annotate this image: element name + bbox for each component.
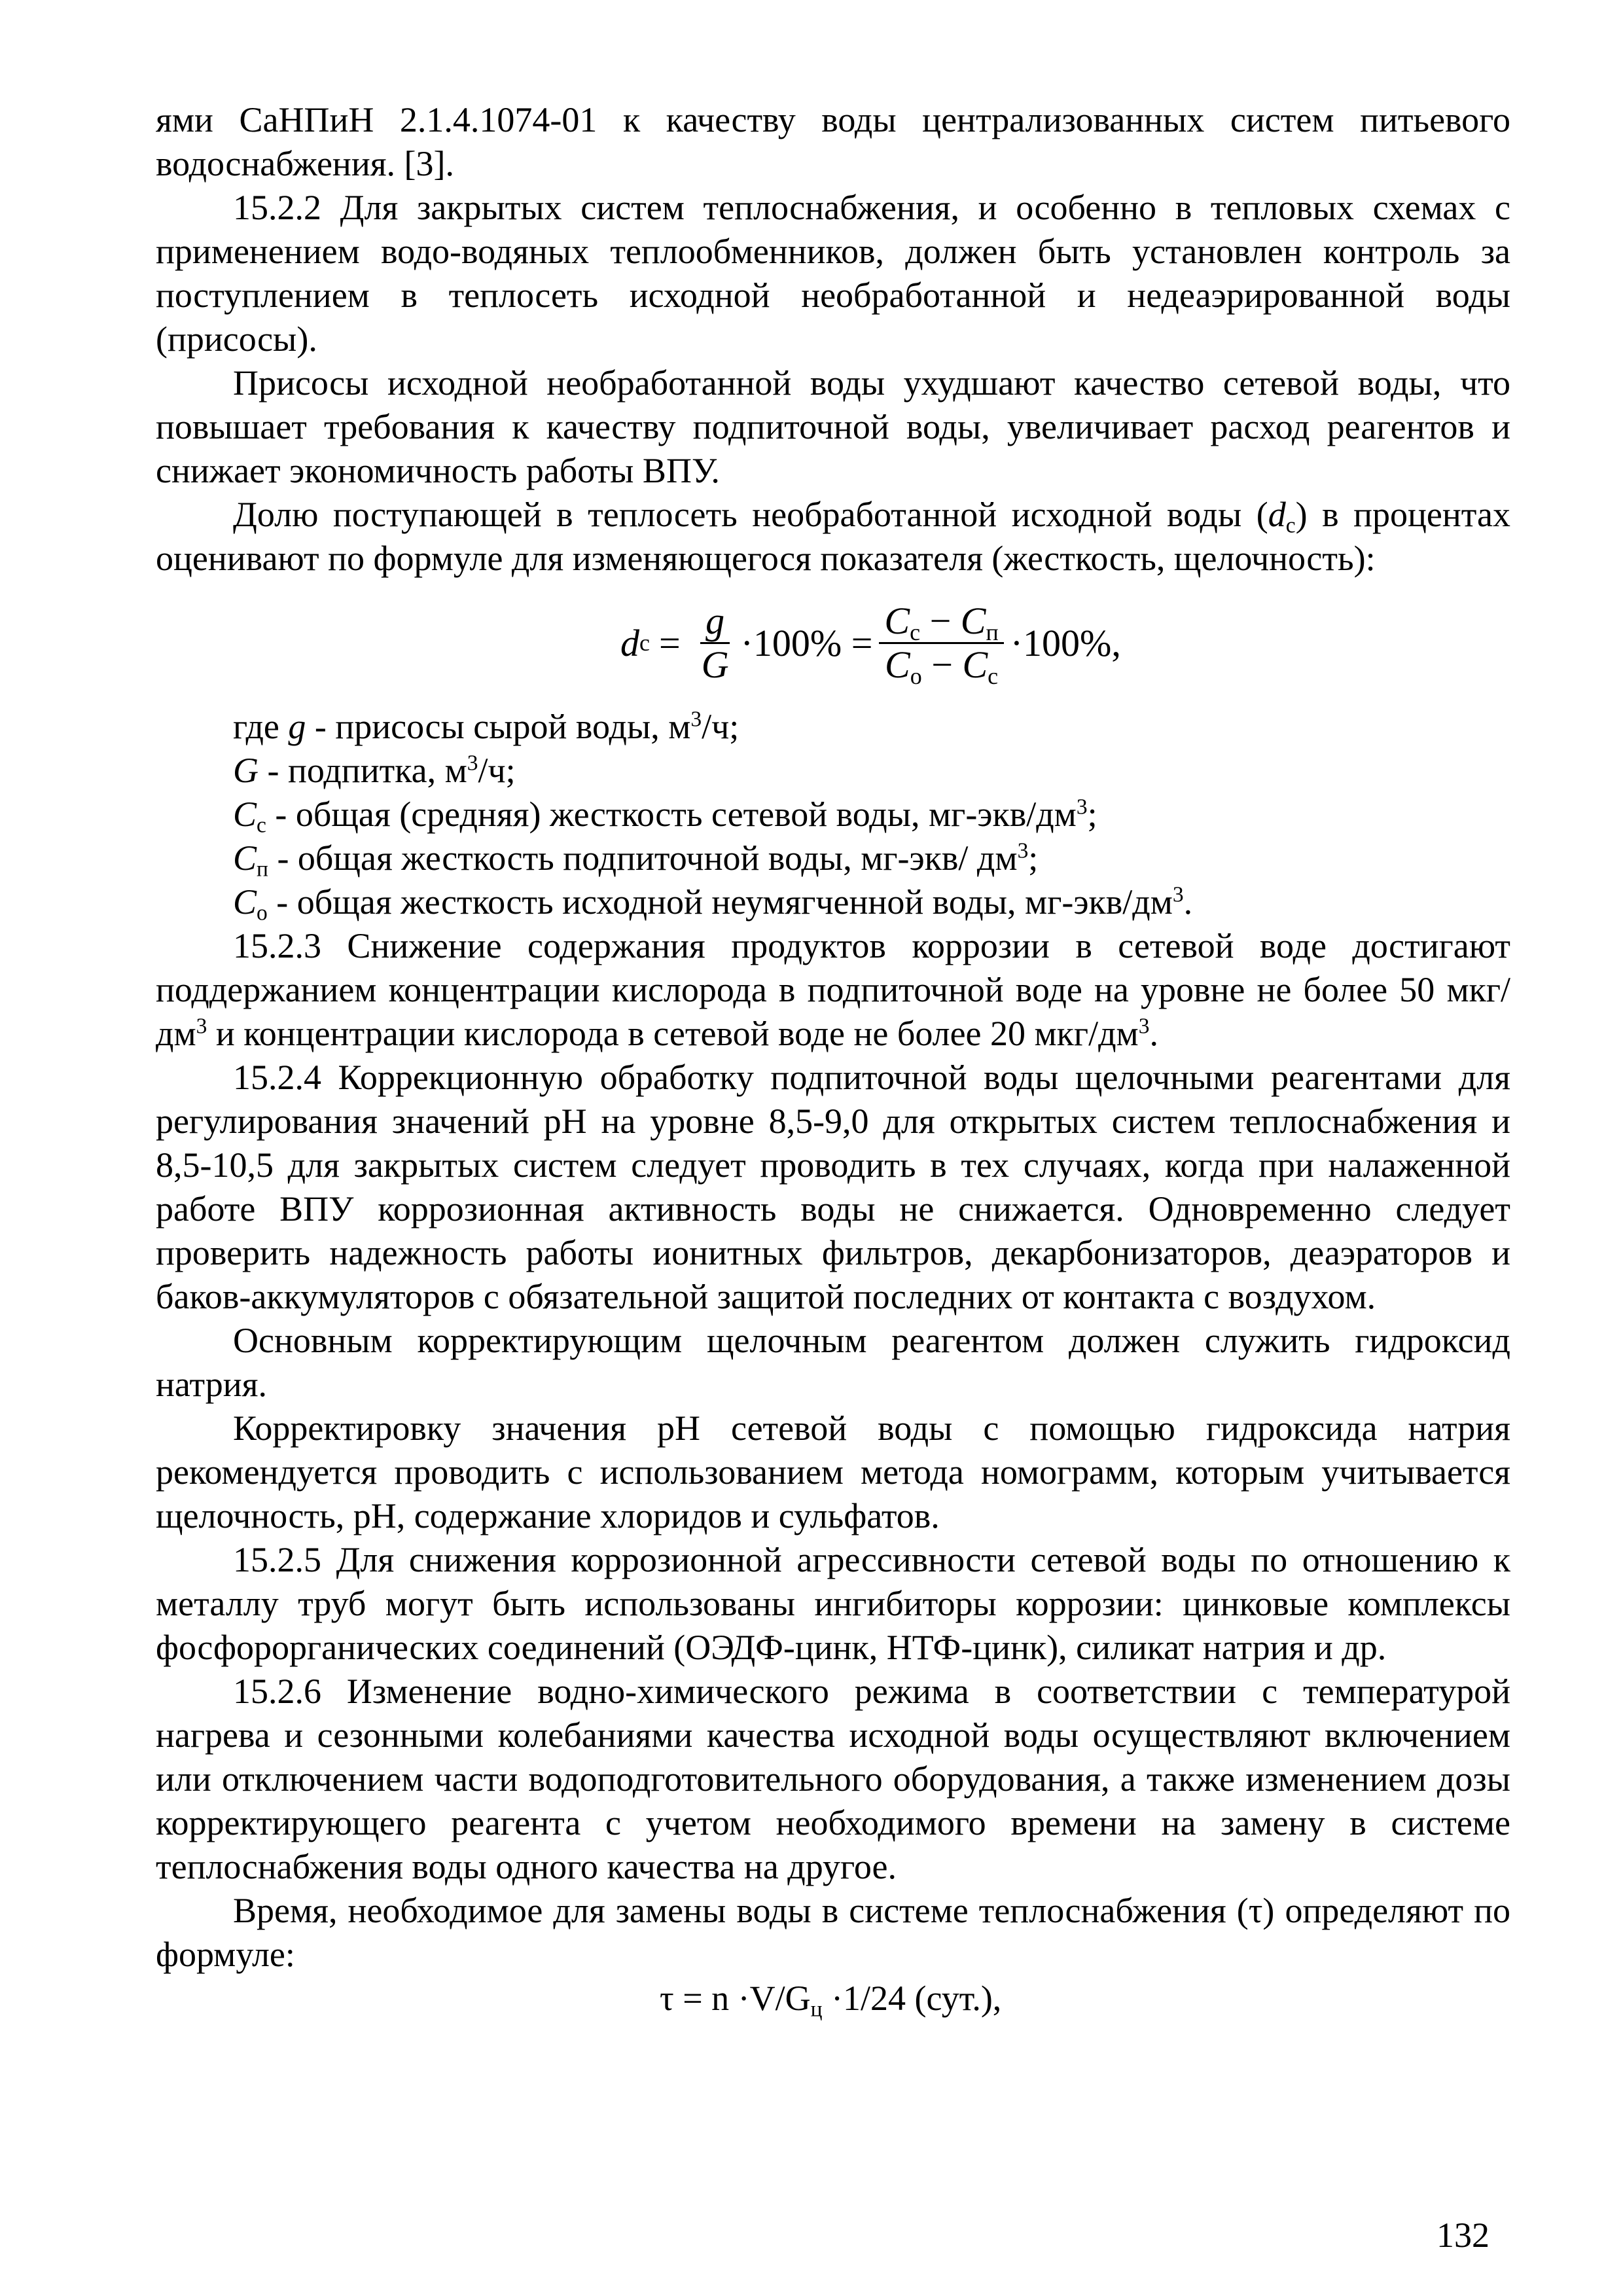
var: g: [288, 707, 306, 746]
sup: 3: [690, 707, 702, 732]
sub: ц: [810, 1997, 823, 2022]
sup: 3: [196, 1014, 207, 1039]
text-segment: - общая жесткость подпиточной воды, мг-экв/ дм: [268, 838, 1018, 878]
formula-share-raw-water: d c = $\frac{g}{G}$ ·100% = $\frac{C_c - C_п}{C_о - C_c}$ ·100%,: [620, 599, 1121, 689]
text-segment: /ч;: [478, 751, 516, 790]
paragraph-prisosy: Присосы исходной необработанной воды ухудшают качество сетевой воды, что повышает требования к качеству подпиточной воды, увеличивает расход реагентов и снижает экономичность работы ВПУ.: [156, 363, 1510, 490]
legend-item-Cc: [156, 793, 1510, 836]
paragraph-main-reagent: Основным корректирующим щелочным реагентом должен служить гидроксид натрия.: [156, 1321, 1510, 1404]
paragraph-1: ями СаНПиН 2.1.4.1074-01 к качеству воды централизованных систем питьевого водоснабжения. [3].: [156, 100, 1510, 183]
paragraph-ph-correction: Корректировку значения рН сетевой воды с помощью гидроксида натрия рекомендуется проводить с использованием метода номограмм, которым учитывается щелочность, рН, содержание хлоридов и сульфатов.: [156, 1408, 1510, 1535]
text-segment: .: [1149, 1014, 1158, 1053]
formula-text: ·1/24 (сут.),: [822, 1979, 1002, 2018]
sub: c: [988, 662, 999, 689]
operator: −: [921, 643, 963, 686]
fraction-hardness: [879, 599, 1003, 689]
operator: −: [920, 599, 961, 642]
var: C: [233, 882, 257, 922]
fraction-numerator: [879, 600, 1003, 644]
text-segment: - присосы сырой воды, м: [306, 707, 691, 746]
sup: 3: [1138, 1014, 1150, 1039]
legend-item-g: [156, 705, 1510, 749]
var-C: C: [885, 643, 910, 686]
text-segment: - общая (средняя) жесткость сетевой воды, мг-экв/дм: [266, 795, 1077, 834]
fraction-numerator: g: [700, 600, 730, 644]
text-segment: Долю поступающей в теплосеть необработанной исходной воды (: [233, 495, 1268, 534]
sub: о: [910, 662, 922, 689]
formula-multiplier: ·100%,: [1010, 621, 1121, 664]
sup: 3: [1017, 838, 1029, 863]
sup: 3: [1172, 882, 1184, 907]
var: C: [233, 838, 257, 878]
fraction-denominator: G: [701, 643, 729, 686]
var: C: [233, 795, 257, 834]
text-segment: 15.2.3 Снижение содержания продуктов коррозии в сетевой воде достигают поддержанием концентрации кислорода в подпиточной воде на уровне не более 50 мкг/дм: [156, 926, 1510, 1053]
legend-item-Cp: [156, 836, 1510, 880]
var: G: [233, 751, 259, 790]
legend-item-G: [156, 749, 1510, 793]
var-C: C: [884, 599, 910, 642]
text-segment: - подпитка, м: [259, 751, 467, 790]
text-segment: - общая жесткость исходной неумягченной воды, мг-экв/дм: [267, 882, 1173, 922]
sup: 3: [1076, 795, 1088, 819]
paragraph-dolya: [156, 493, 1510, 581]
formula-equals: =: [658, 621, 681, 664]
paragraph-15-2-6: 15.2.6 Изменение водно-химического режима в соответствии с температурой нагрева и сезонными колебаниями качества исходной воды осуществляют включением или отключением части водоподготовительного оборудования, а также изменением дозы корректирующего реагента с учетом необходимого времени на замену в системе теплоснабжения воды одного качества на другое.: [156, 1672, 1510, 1886]
fraction-denominator: [880, 643, 1003, 689]
fraction-g-over-G: [696, 600, 734, 686]
paragraph-15-2-2: 15.2.2 Для закрытых систем теплоснабжения, и особенно в тепловых схемах с применением водо-водяных теплообменников, должен быть установлен контроль за поступлением в теплосеть исходной необработанной и недеаэрированной воды (присосы).: [156, 188, 1510, 359]
paragraph-time: Время, необходимое для замены воды в системе теплоснабжения (τ) определяют по формуле:: [156, 1891, 1510, 1974]
sub: о: [257, 901, 268, 925]
sub: п: [986, 619, 999, 645]
text-segment: и концентрации кислорода в сетевой воде не более 20 мкг/дм: [207, 1014, 1139, 1053]
sub: п: [257, 857, 268, 882]
paragraph-15-2-3: [156, 924, 1510, 1056]
var-C: C: [960, 599, 986, 642]
sub: c: [257, 813, 266, 838]
page-number: 132: [1436, 2215, 1489, 2255]
paragraph-15-2-5: 15.2.5 Для снижения коррозионной агрессивности сетевой воды по отношению к металлу труб могут быть использованы ингибиторы коррозии: цинковые комплексы фосфорорганических соединений (ОЭДФ-цинк, НТФ-цинк), силикат натрия и др.: [156, 1540, 1510, 1667]
formula-lhs-var: d: [620, 621, 639, 664]
text-segment: ;: [1028, 838, 1039, 878]
text-segment: ) в процентах оценивают по формуле для изменяющегося показателя (жесткость, щелочность):: [156, 495, 1511, 578]
var-d: d: [1268, 495, 1286, 534]
formula-multiplier: ·100% =: [740, 621, 873, 664]
legend-item-Co: [156, 880, 1510, 924]
text-segment: где: [233, 707, 289, 746]
text-segment: /ч;: [702, 707, 740, 746]
text-segment: .: [1183, 882, 1193, 922]
var-C: C: [962, 643, 988, 686]
sub-c: c: [1285, 513, 1296, 538]
formula-replacement-time: [156, 1977, 1510, 2020]
formula-text: τ = n ·V/G: [660, 1979, 811, 2018]
page-body: [156, 98, 1510, 2020]
text-segment: ;: [1087, 795, 1097, 834]
sup: 3: [467, 751, 478, 776]
paragraph-15-2-4: 15.2.4 Коррекционную обработку подпиточной воды щелочными реагентами для регулирования значений рН на уровне 8,5-9,0 для открытых систем теплоснабжения и 8,5-10,5 для закрытых систем следует проводить в тех случаях, когда при налаженной работе ВПУ коррозионная активность воды не снижается. Одновременно следует проверить надежность работы ионитных фильтров, декарбонизаторов, деаэраторов и баков-аккумуляторов с обязательной защитой последних от контакта с воздухом.: [156, 1058, 1510, 1316]
sub: c: [910, 619, 921, 645]
formula-legend: [156, 705, 1510, 924]
